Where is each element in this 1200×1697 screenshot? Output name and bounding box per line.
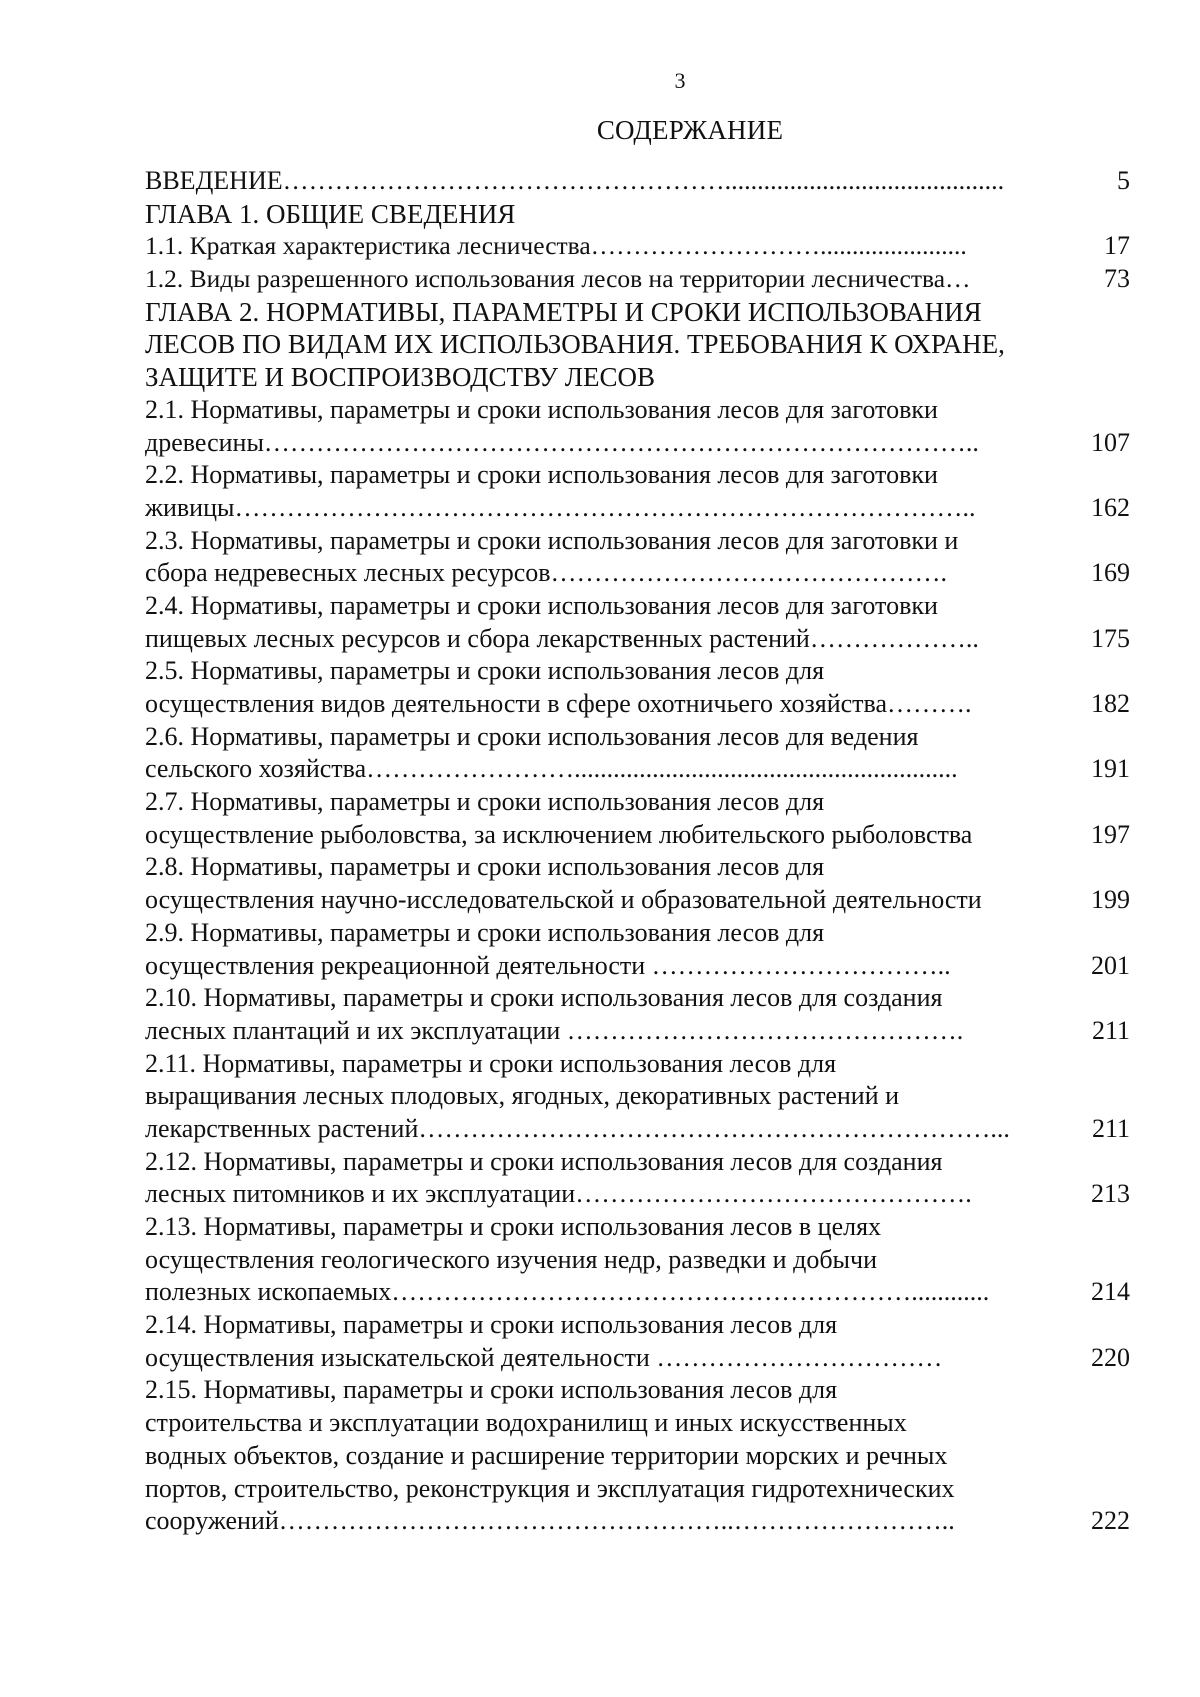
- toc-entry-line: [145, 427, 1130, 460]
- toc-entry-line: [145, 1178, 1130, 1211]
- toc-line-text: ЛЕСОВ ПО ВИДАМ ИХ ИСПОЛЬЗОВАНИЯ. ТРЕБОВАНИЯ К ОХРАНЕ,: [145, 329, 1005, 360]
- toc-entry-line: [145, 884, 1130, 917]
- toc-entry-line: [145, 786, 1130, 819]
- toc-page-number: 182: [1091, 689, 1130, 718]
- toc-page-number: 199: [1091, 885, 1130, 915]
- toc-entry-line: [145, 688, 1130, 721]
- toc-line-text: портов, строительство, реконструкция и эксплуатация гидротехнических: [145, 1473, 955, 1503]
- toc-entry-line: [145, 230, 1130, 263]
- toc-entry-line: [145, 1113, 1130, 1146]
- toc-entry-line: [145, 982, 1130, 1015]
- toc-line-text: живицы…………………………………………………………………………..: [145, 492, 976, 522]
- toc-line-text: 2.11. Нормативы, параметры и сроки использования лесов для: [145, 1048, 837, 1078]
- toc-title: СОДЕРЖАНИЕ: [596, 115, 784, 145]
- toc-line-text: полезных ископаемых……………………………………………………............: [145, 1277, 990, 1307]
- toc-line-text: 2.8. Нормативы, параметры и сроки использования лесов для: [145, 852, 825, 882]
- toc-line-text: 2.2. Нормативы, параметры и сроки использования лесов для заготовки: [145, 460, 938, 490]
- toc-line-text: строительства и эксплуатации водохранилищ и иных искусственных: [145, 1408, 907, 1438]
- toc-entry-line: [145, 1244, 1130, 1277]
- page-number: 3: [674, 68, 686, 93]
- toc-line-text: 1.2. Виды разрешенного использования лесов на территории лесничества…: [145, 264, 971, 294]
- toc-page-number: 73: [1104, 264, 1130, 294]
- toc-entry-line: [145, 1473, 1130, 1506]
- toc-line-text: ЗАЩИТЕ И ВОСПРОИЗВОДСТВУ ЛЕСОВ: [145, 362, 656, 393]
- toc-entry-line: [145, 623, 1130, 656]
- toc-entry-line: [145, 492, 1130, 525]
- toc-line-text: осуществления видов деятельности в сфере охотничьего хозяйства……….: [145, 689, 972, 718]
- toc-entry-line: [145, 394, 1130, 427]
- toc-line-text: 2.1. Нормативы, параметры и сроки использования лесов для заготовки: [145, 394, 938, 424]
- toc-line-text: ГЛАВА 1. ОБЩИЕ СВЕДЕНИЯ: [145, 198, 516, 229]
- toc-page-number: 107: [1091, 427, 1130, 457]
- toc-line-text: 1.1. Краткая характеристика лесничества……………………….......................: [145, 231, 967, 261]
- toc-entry-line: [145, 525, 1130, 558]
- toc-entry-line: [145, 1440, 1130, 1473]
- toc-chapter-line: [145, 328, 1130, 361]
- toc-line-text: выращивания лесных плодовых, ягодных, декоративных растений и: [145, 1081, 900, 1111]
- toc-line-text: сбора недревесных лесных ресурсов……………………………………….: [145, 558, 948, 588]
- toc-line-text: 2.7. Нормативы, параметры и сроки использования лесов для: [145, 787, 825, 817]
- toc-chapter-line: [145, 198, 1130, 231]
- toc-page-number: 222: [1091, 1506, 1130, 1536]
- toc-entry-line: [145, 263, 1130, 296]
- toc-entry-line: [145, 459, 1130, 492]
- toc-entry-line: [145, 557, 1130, 590]
- toc-entry-line: [145, 1407, 1130, 1440]
- toc-entry-line: [145, 1211, 1130, 1244]
- toc-page-number: 214: [1091, 1277, 1130, 1307]
- toc-line-text: сооружений……………………………………………..……………………..: [145, 1506, 955, 1536]
- toc-page-number: 220: [1091, 1342, 1130, 1372]
- toc-entry-line: [145, 917, 1130, 950]
- toc-line-text: лесных плантаций и их эксплуатации ……………………………………….: [145, 1015, 964, 1045]
- toc-page-number: 169: [1091, 558, 1130, 588]
- toc-line-text: лесных питомников и их эксплуатации……………………………………….: [145, 1179, 972, 1209]
- toc-entry-line: [145, 721, 1130, 754]
- toc-page-number: 175: [1091, 623, 1130, 653]
- toc-line-text: 2.3. Нормативы, параметры и сроки использования лесов для заготовки и: [145, 525, 959, 555]
- toc-line-text: 2.5. Нормативы, параметры и сроки использования лесов для: [145, 656, 825, 686]
- toc-line-text: 2.4. Нормативы, параметры и сроки использования лесов для заготовки: [145, 590, 938, 620]
- toc-chapter-line: [145, 296, 1130, 329]
- toc-page-number: 5: [1117, 166, 1130, 195]
- toc-line-text: ГЛАВА 2. НОРМАТИВЫ, ПАРАМЕТРЫ И СРОКИ ИСПОЛЬЗОВАНИЯ: [145, 296, 982, 327]
- toc-line-text: осуществления научно-исследовательской и образовательной деятельности: [145, 885, 982, 915]
- toc-line-text: 2.9. Нормативы, параметры и сроки использования лесов для: [145, 917, 825, 947]
- toc-page-number: 211: [1091, 1113, 1130, 1143]
- toc-line-text: 2.6. Нормативы, параметры и сроки использования лесов для ведения: [145, 721, 919, 751]
- toc-entry-line: [145, 950, 1130, 983]
- toc-line-text: осуществления изыскательской деятельности ……………………………: [145, 1342, 943, 1372]
- toc-line-text: водных объектов, создание и расширение территории морских и речных: [145, 1440, 948, 1470]
- toc-chapter-line: [145, 361, 1130, 394]
- toc-entry-line: [145, 1048, 1130, 1081]
- toc-entry-line: [145, 655, 1130, 688]
- toc-line-text: 2.13. Нормативы, параметры и сроки использования лесов в целях: [145, 1212, 882, 1241]
- toc-entry-line: [145, 851, 1130, 884]
- toc-line-text: осуществления геологического изучения недр, разведки и добычи: [145, 1244, 878, 1274]
- toc-entry-line: [145, 1276, 1130, 1309]
- toc-page-number: 197: [1091, 819, 1130, 849]
- toc-page-number: 17: [1104, 231, 1130, 261]
- toc-line-text: ВВЕДЕНИЕ……………………………………………...........................................: [145, 166, 1005, 195]
- toc-line-text: 2.12. Нормативы, параметры и сроки использования лесов для создания: [145, 1146, 943, 1176]
- toc-entry-line: [145, 1146, 1130, 1179]
- toc-entry-line: [145, 1015, 1130, 1048]
- toc-line-text: 2.10. Нормативы, параметры и сроки использования лесов для создания: [145, 983, 943, 1013]
- toc-entry-line: [145, 1080, 1130, 1113]
- toc-line-text: древесины………………………………………………………………………..: [145, 427, 979, 457]
- toc-line-text: сельского хозяйства……………………...........................................................: [145, 754, 958, 784]
- toc-line-text: 2.15. Нормативы, параметры и сроки использования лесов для: [145, 1375, 838, 1405]
- toc-page-number: 162: [1091, 492, 1130, 522]
- toc-page-number: 213: [1091, 1179, 1130, 1209]
- toc-line-text: осуществление рыболовства, за исключением любительского рыболовства: [145, 819, 973, 849]
- toc-page-number: 201: [1091, 950, 1130, 980]
- toc-entry-line: [145, 1505, 1130, 1538]
- toc-page-number: 191: [1091, 754, 1130, 784]
- toc-page-number: 211: [1091, 1015, 1130, 1045]
- toc-line-text: лекарственных растений…………………………………………………………...: [145, 1113, 1010, 1143]
- toc-entry-line: [145, 1374, 1130, 1407]
- toc-entry-line: [145, 590, 1130, 623]
- table-of-contents: [145, 165, 1130, 1538]
- toc-line-text: пищевых лесных ресурсов и сбора лекарственных растений………………..: [145, 623, 979, 653]
- toc-entry-line: [145, 165, 1130, 198]
- toc-entry-line: [145, 819, 1130, 852]
- toc-entry-line: [145, 753, 1130, 786]
- toc-line-text: осуществления рекреационной деятельности ……………………………..: [145, 950, 951, 980]
- toc-line-text: 2.14. Нормативы, параметры и сроки использования лесов для: [145, 1310, 838, 1340]
- toc-entry-line: [145, 1342, 1130, 1375]
- toc-entry-line: [145, 1309, 1130, 1342]
